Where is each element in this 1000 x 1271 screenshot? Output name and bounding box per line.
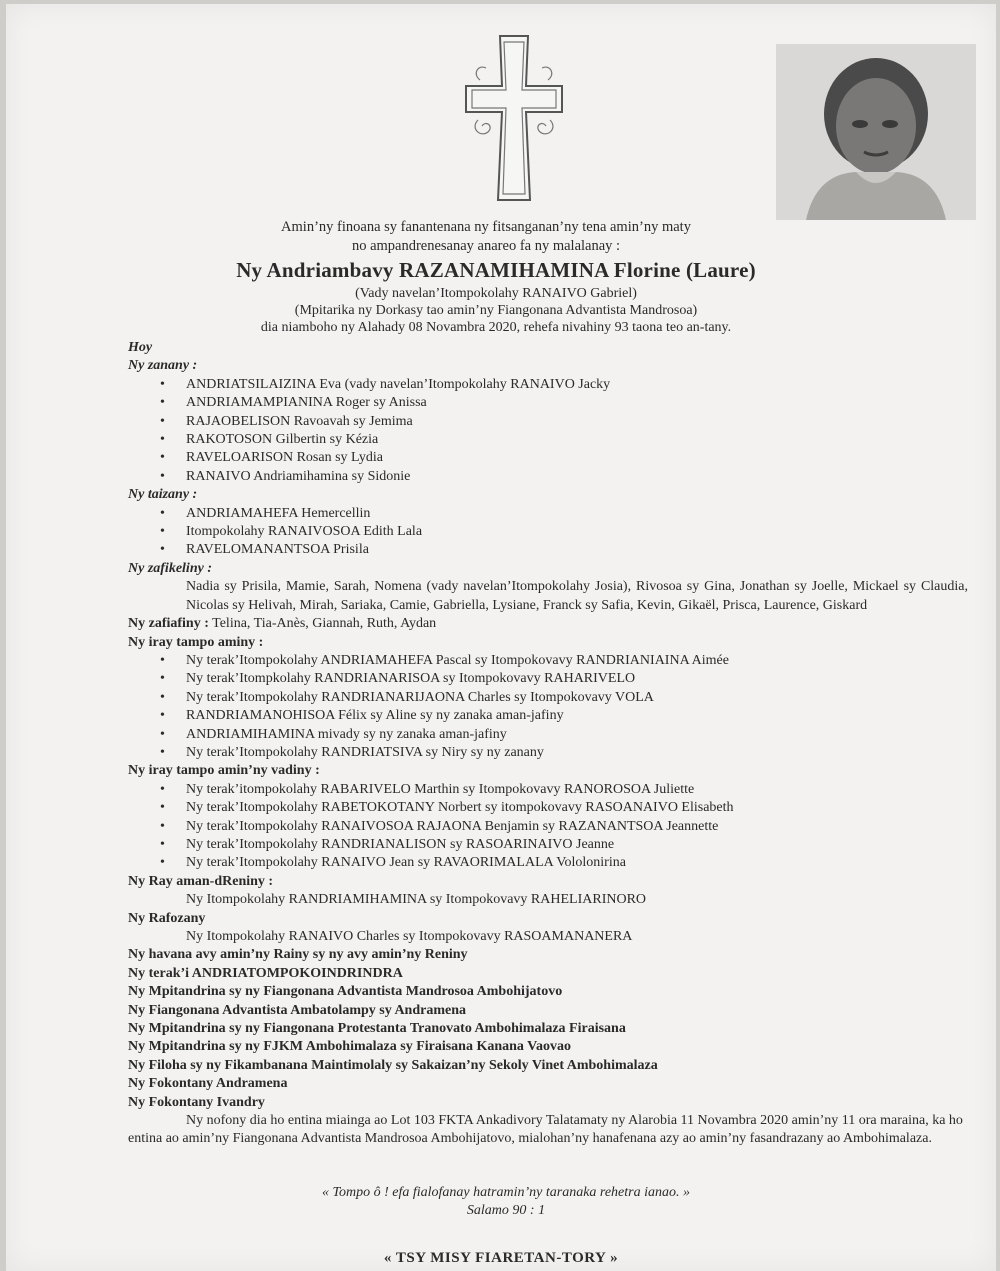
other-mourner: Ny terak’i ANDRIATOMPOKOINDRINDRA [128, 965, 403, 981]
list-item: • ANDRIATSILAIZINA Eva (vady navelan’Itompokolahy RANAIVO Jacky [186, 376, 968, 394]
other-mourner: Ny Fokontany Ivandry [128, 1094, 265, 1110]
list-item: • RAKOTOSON Gilbertin sy Kézia [186, 431, 968, 449]
intro-line-1: Amin’ny finoana sy fanantenana ny fitsanganan’ny tena amin’ny maty [281, 219, 691, 235]
ray-aman-dreniny-text: Ny Itompokolahy RANDRIAMIHAMINA sy Itompokovavy RAHELIARINORO [186, 892, 647, 908]
list-item: • ANDRIAMAHEFA Hemercellin [186, 505, 968, 523]
other-mourner: Ny Fokontany Andramena [128, 1076, 288, 1092]
list-item: • Ny terak’Itompkolahy RANDRIANARISOA sy Itompokovavy RAHARIVELO [186, 670, 968, 688]
taizany-label: Ny taizany : [128, 487, 198, 503]
intro-line-2: no ampandrenesanay anareo fa ny malalanay : [351, 238, 621, 254]
hoy-label: Hoy [128, 340, 153, 355]
zanany-label: Ny zanany : [128, 358, 198, 374]
list-item: • Ny terak’Itompokolahy RANDRIANARIJAONA Charles sy Itompokovavy VOLA [186, 689, 968, 707]
iray-tampo-aminy-list [128, 652, 968, 762]
spouse-line: (Vady navelan’Itompokolahy RANAIVO Gabriel) [355, 286, 637, 301]
other-mourner: Ny Mpitandrina sy ny Fiangonana Protestanta Tranovato Ambohimalaza Firaisana [128, 1021, 626, 1037]
other-mourner: Ny Filoha sy ny Fikambanana Maintimolaly sy Sakaizan’ny Sekoly Vinet Ambohimalaza [128, 1057, 658, 1073]
zafikeliny-label: Ny zafikeliny : [128, 560, 212, 576]
list-item: • Ny terak’itompokolahy RABARIVELO Marthin sy Itompokovavy RANOROSOA Juliette [186, 781, 968, 799]
list-item: • Ny terak’Itompokolahy ANDRIAMAHEFA Pascal sy Itompokovavy RANDRIANIAINA Aimée [186, 652, 968, 670]
ray-aman-dreniny-label: Ny Ray aman-dReniny : [128, 873, 274, 889]
church-line: (Mpitarika ny Dorkasy tao amin’ny Fiangonana Advantista Mandrosoa) [294, 303, 698, 318]
list-item: • Ny terak’Itompokolahy RANAIVO Jean sy RAVAORIMALALA Vololonirina [186, 854, 968, 872]
other-mourner: Ny Mpitandrina sy ny Fiangonana Advantista Mandrosoa Ambohijatovo [128, 984, 563, 1000]
list-item: • Ny terak’Itompokolahy RABETOKOTANY Norbert sy itompokovavy RASOANAIVO Elisabeth [186, 799, 968, 817]
iray-tampo-vadiny-label: Ny iray tampo amin’ny vadiny : [128, 763, 320, 779]
other-mourner: Ny havana avy amin’ny Rainy sy ny avy amin’ny Reniny [128, 947, 468, 963]
rafozany-label: Ny Rafozany [128, 910, 206, 926]
zanany-list [128, 376, 968, 486]
zafiafiny-row [128, 615, 968, 633]
notice-paper [6, 4, 996, 1271]
list-item: • ANDRIAMAMPIANINA Roger sy Anissa [186, 394, 968, 412]
deceased-name: Ny Andriambavy RAZANAMIHAMINA Florine (Laure) [236, 258, 756, 282]
bible-quote [206, 1184, 806, 1220]
zafiafiny-label: Ny zafiafiny : [128, 616, 209, 632]
family-list [128, 339, 968, 1149]
list-item: • RANAIVO Andriamihamina sy Sidonie [186, 468, 968, 486]
rafozany-text: Ny Itompokolahy RANAIVO Charles sy Itompokovavy RASOAMANANERA [186, 929, 633, 944]
iray-tampo-aminy-label: Ny iray tampo aminy : [128, 634, 264, 650]
cross-icon [458, 28, 570, 208]
funeral-details: Ny nofony dia ho entina miainga ao Lot 103 FKTA Ankadivory Talatamaty ny Alarobia 11 Novambra 2020 amin’ny 11 ora maraina, ka ho entina ao amin’ny Fiangonana Advantista Mandrosoa Ambohijatovo, mialohan’ny hanafenana azy ao amin’ny fasandrazany ao Ambohimalaza. [128, 1113, 963, 1147]
list-item: • RAVELOMANANTSOA Prisila [186, 541, 968, 559]
zafikeliny-text: Nadia sy Prisila, Mamie, Sarah, Nomena (vady navelan’Itompokolahy Josia), Rivosoa sy Gina, Jonathan sy Joelle, Mickael sy Claudia, Nicolas sy Helivah, Mirah, Sariaka, Camie, Gabriella, Lysiane, Franck sy Safia, Kevin, Gikaël, Prisca, Laurence, Giskard [186, 579, 968, 613]
zafiafiny-text: Telina, Tia-Anès, Giannah, Ruth, Aydan [208, 616, 437, 632]
list-item: • Itompokolahy RANAIVOSOA Edith Lala [186, 523, 968, 541]
death-line: dia niamboho ny Alahady 08 Novambra 2020, rehefa nivahiny 93 taona teo an-tany. [260, 320, 732, 335]
quote-reference: Salamo 90 : 1 [466, 1203, 546, 1218]
list-item: • RAJAOBELISON Ravoavah sy Jemima [186, 413, 968, 431]
list-item: • RAVELOARISON Rosan sy Lydia [186, 449, 968, 467]
list-item: • Ny terak’Itompokolahy RANDRIATSIVA sy Niry sy ny zanany [186, 744, 968, 762]
list-item: • ANDRIAMIHAMINA mivady sy ny zanaka aman-jafiny [186, 726, 968, 744]
list-item: • RANDRIAMANOHISOA Félix sy Aline sy ny zanaka aman-jafiny [186, 707, 968, 725]
taizany-list [128, 505, 968, 560]
list-item: • Ny terak’Itompokolahy RANAIVOSOA RAJAONA Benjamin sy RAZANANTSOA Jeannette [186, 818, 968, 836]
other-mourner: Ny Mpitandrina sy ny FJKM Ambohimalaza sy Firaisana Kanana Vaovao [128, 1039, 572, 1055]
list-item: • Ny terak’Itompokolahy RANDRIANALISON sy RASOARINAIVO Jeanne [186, 836, 968, 854]
deceased-photo [776, 44, 976, 220]
intro-text [176, 218, 796, 256]
footer-motto: « TSY MISY FIARETAN-TORY » [383, 1250, 619, 1266]
other-mourner: Ny Fiangonana Advantista Ambatolampy sy Andramena [128, 1002, 467, 1018]
iray-tampo-vadiny-list [128, 781, 968, 873]
quote-text: « Tompo ô ! efa fialofanay hatramin’ny taranaka rehetra ianao. » [322, 1185, 690, 1200]
